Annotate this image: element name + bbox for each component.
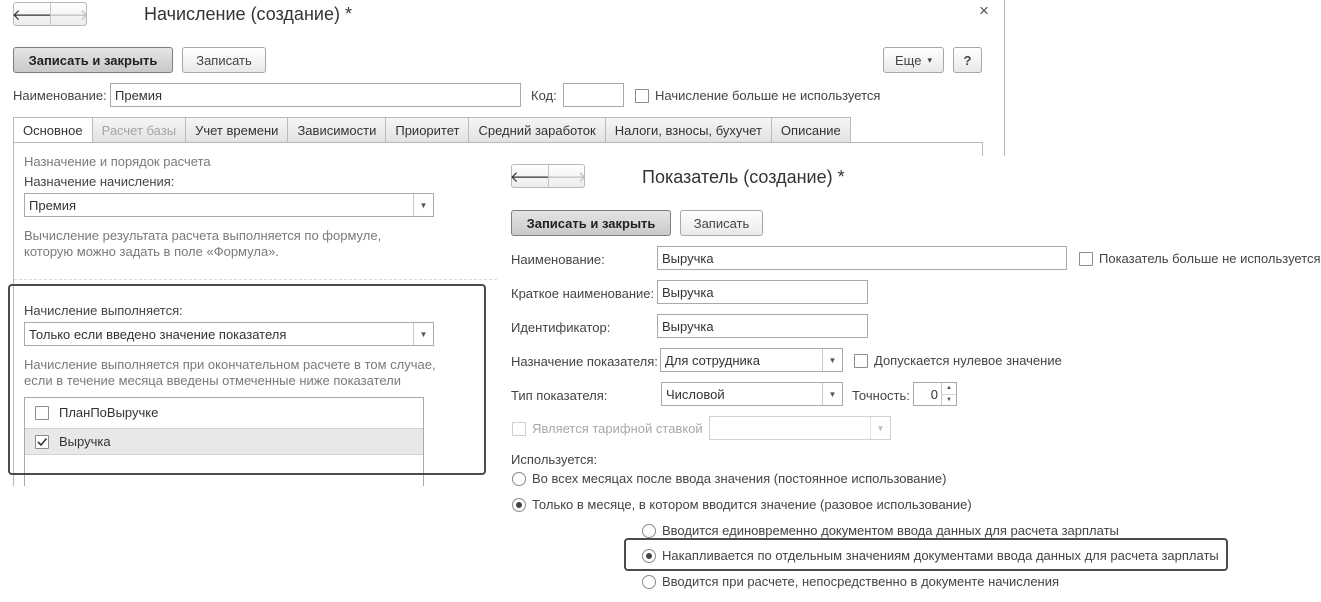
tab-bar — [13, 117, 851, 143]
back-arrow-icon[interactable]: 🡐 — [509, 168, 551, 186]
tab-description[interactable]: Описание — [772, 117, 851, 143]
zero-allowed-checkbox[interactable] — [854, 354, 868, 368]
not-used-label: Начисление больше не используется — [655, 88, 881, 103]
usage-option-one-time[interactable] — [512, 497, 972, 512]
type-select[interactable] — [661, 382, 843, 406]
chevron-down-icon[interactable]: ▼ — [822, 349, 842, 371]
type-label: Тип показателя: — [511, 388, 608, 403]
indicator-not-used-label: Показатель больше не используется — [1099, 251, 1321, 266]
identifier-label: Идентификатор: — [511, 320, 611, 335]
tab-taxes[interactable]: Налоги, взносы, бухучет — [606, 117, 772, 143]
main-form-title: Начисление (создание) * — [144, 4, 352, 24]
indicator-purpose-value: Для сотрудника — [665, 352, 760, 368]
indicator-save-button[interactable]: Записать — [680, 210, 763, 236]
formula-hint-line1: Вычисление результата расчета выполняется по формуле, — [24, 228, 382, 243]
save-and-close-button[interactable]: Записать и закрыть — [13, 47, 173, 73]
code-label: Код: — [531, 88, 557, 103]
tariff-checkbox[interactable] — [512, 422, 526, 436]
indicator-purpose-label: Назначение показателя: — [511, 354, 658, 369]
radio-selected-dot — [516, 502, 522, 508]
radio-button[interactable] — [642, 524, 656, 538]
usage-option-label: Только в месяце, в котором вводится значение (разовое использование) — [532, 497, 972, 512]
tab-base-calc[interactable]: Расчет базы — [93, 117, 187, 143]
main-window-edge — [1004, 0, 1005, 156]
precision-label: Точность: — [852, 388, 910, 403]
tab-main[interactable]: Основное — [13, 117, 93, 143]
performed-label: Начисление выполняется: — [24, 303, 183, 318]
not-used-checkbox[interactable] — [635, 89, 649, 103]
performed-hint-line2: если в течение месяца введены отмеченные ниже показатели — [24, 373, 401, 388]
purpose-label: Назначение начисления: — [24, 174, 175, 189]
indicator-form — [498, 156, 1321, 602]
input-option-label: Вводится при расчете, непосредственно в документе начисления — [662, 574, 1060, 589]
input-option-label: Накапливается по отдельным значениям документами ввода данных для расчета зарплаты — [662, 548, 1219, 563]
type-value: Числовой — [666, 386, 725, 402]
back-arrow-icon[interactable]: 🡐 — [11, 6, 53, 24]
forward-arrow-icon[interactable]: 🡒 — [50, 3, 86, 25]
tab-time-accounting[interactable]: Учет времени — [186, 117, 288, 143]
tab-priority[interactable]: Приоритет — [386, 117, 469, 143]
identifier-input[interactable]: Выручка — [657, 314, 868, 338]
tab-average-earnings[interactable]: Средний заработок — [469, 117, 605, 143]
input-option-in-calc-doc[interactable] — [642, 574, 1059, 589]
save-button[interactable]: Записать — [182, 47, 266, 73]
indicator-not-used-checkbox[interactable] — [1079, 252, 1093, 266]
more-label: Еще — [895, 52, 922, 68]
purpose-value: Премия — [29, 197, 77, 213]
stepper-up-icon[interactable]: ▲ — [942, 383, 956, 395]
indicator-nav-group — [511, 164, 585, 188]
input-option-single-doc[interactable] — [642, 523, 1119, 538]
chevron-down-icon[interactable]: ▼ — [822, 383, 842, 405]
radio-button[interactable] — [642, 575, 656, 589]
tab-dependencies[interactable]: Зависимости — [288, 117, 386, 143]
section-heading: Назначение и порядок расчета — [24, 154, 211, 169]
chevron-down-icon[interactable]: ▼ — [870, 417, 890, 439]
precision-stepper[interactable] — [913, 382, 957, 406]
indicator-purpose-select[interactable] — [660, 348, 843, 372]
highlight-frame-accumulated — [624, 538, 1228, 571]
stepper-arrows — [941, 383, 956, 405]
short-name-input[interactable]: Выручка — [657, 280, 868, 304]
close-icon[interactable]: × — [979, 1, 989, 20]
usage-label: Используется: — [511, 452, 598, 467]
radio-button[interactable] — [512, 498, 526, 512]
precision-value: 0 — [930, 386, 938, 402]
tariff-label: Является тарифной ставкой — [532, 421, 703, 436]
code-input[interactable] — [563, 83, 624, 107]
stepper-down-icon[interactable]: ▼ — [946, 396, 952, 403]
indicator-not-used-row[interactable] — [1079, 251, 1321, 266]
zero-allowed-row[interactable] — [854, 353, 1062, 368]
main-nav-group — [13, 2, 87, 26]
tariff-select[interactable] — [709, 416, 891, 440]
help-button[interactable]: ? — [953, 47, 982, 73]
tariff-value — [710, 417, 870, 439]
short-name-label: Краткое наименование: — [511, 286, 655, 301]
not-used-checkbox-row[interactable] — [635, 88, 880, 103]
indicator-label: ПланПоВыручке — [59, 405, 159, 420]
performed-hint-line1: Начисление выполняется при окончательном расчете в том случае, — [24, 357, 436, 372]
radio-button[interactable] — [512, 472, 526, 486]
performed-value: Только если введено значение показателя — [29, 326, 287, 342]
purpose-select[interactable] — [24, 193, 434, 217]
indicator-label: Выручка — [59, 434, 111, 449]
forward-arrow-icon[interactable]: 🡒 — [548, 165, 584, 187]
chevron-down-icon[interactable]: ▼ — [413, 194, 433, 216]
input-option-label: Вводится единовременно документом ввода данных для расчета зарплаты — [662, 523, 1119, 538]
formula-hint-line2: которую можно задать в поле «Формула». — [24, 244, 280, 259]
indicator-form-title: Показатель (создание) * — [642, 167, 845, 187]
dropdown-arrow-icon: ▾ — [927, 54, 932, 65]
tariff-row[interactable] — [512, 421, 703, 436]
name-input[interactable]: Премия — [110, 83, 521, 107]
name-label: Наименование: — [13, 88, 107, 103]
usage-option-permanent[interactable] — [512, 471, 946, 486]
chevron-down-icon[interactable]: ▼ — [413, 323, 433, 345]
indicator-name-input[interactable]: Выручка — [657, 246, 1067, 270]
indicator-name-label: Наименование: — [511, 252, 605, 267]
more-button[interactable] — [883, 47, 944, 73]
usage-option-label: Во всех месяцах после ввода значения (постоянное использование) — [532, 471, 947, 486]
indicator-save-and-close-button[interactable]: Записать и закрыть — [511, 210, 671, 236]
zero-allowed-label: Допускается нулевое значение — [874, 353, 1062, 368]
highlight-frame-indicators — [8, 284, 486, 475]
